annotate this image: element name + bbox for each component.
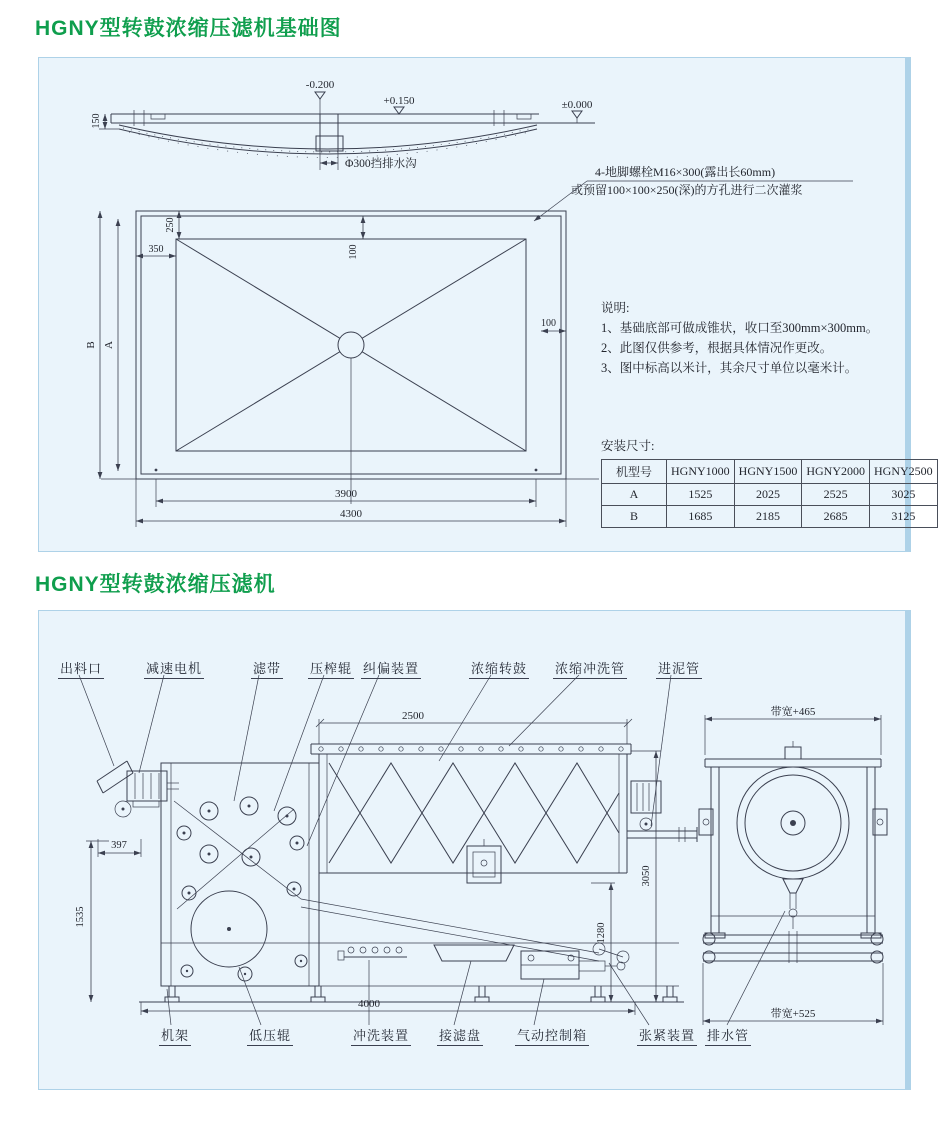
table-cell: 3025 <box>870 484 938 506</box>
dim-A: A <box>103 341 115 349</box>
section2-title: HGNY型转鼓浓缩压滤机 <box>35 573 276 596</box>
label-sludge-inlet-pipe: 进泥管 <box>656 658 702 679</box>
machine-side-view <box>75 710 697 1015</box>
note-3: 3、图中标高以米计，其余尺寸单位以毫米计。 <box>601 361 858 375</box>
table-cell: 2185 <box>734 506 802 528</box>
install-size-block <box>601 436 933 528</box>
note-2: 2、此图仅供参考，根据具体情况作更改。 <box>601 341 833 355</box>
label-tension-device: 张紧装置 <box>637 1025 697 1046</box>
install-size-table <box>601 459 938 528</box>
label-alignment-device: 纠偏装置 <box>361 658 421 679</box>
drain-label: Φ300挡排水沟 <box>345 158 417 170</box>
dim-4300: 4300 <box>340 508 362 520</box>
table-row-B <box>602 506 938 528</box>
dim-4000: 4000 <box>358 998 380 1010</box>
table-cell: B <box>602 506 667 528</box>
dim-B: B <box>85 341 97 349</box>
label-pneumatic-control-box: 气动控制箱 <box>515 1025 589 1046</box>
table-row-A <box>602 484 938 506</box>
machine-drawing <box>39 611 905 1089</box>
dim-3900: 3900 <box>335 488 357 500</box>
slab-thickness-dim: 150 <box>91 113 102 129</box>
table-header-cell: 机型号 <box>602 460 667 484</box>
elevation-mid-label: +0.150 <box>383 95 415 107</box>
dim-100-top: 100 <box>348 244 359 260</box>
label-press-roller: 压榨辊 <box>308 658 354 679</box>
label-filter-belt: 滤带 <box>251 658 283 679</box>
label-gear-motor: 减速电机 <box>144 658 204 679</box>
press-rollers <box>177 797 307 981</box>
table-cell: 3125 <box>870 506 938 528</box>
foundation-plan-view <box>85 211 599 527</box>
dim-1280: 1280 <box>596 922 607 944</box>
note-1: 1、基础底部可做成锥状，收口至300mm×300mm。 <box>601 321 879 335</box>
table-cell: A <box>602 484 667 506</box>
bolt-note-line1: 4-地脚螺栓M16×300(露出长60mm) <box>595 165 776 179</box>
section1-title: HGNY型转鼓浓缩压滤机基础图 <box>35 17 342 40</box>
label-filtrate-tray: 接滤盘 <box>437 1025 483 1046</box>
dim-belt-width-top: 带宽+465 <box>770 706 816 718</box>
notes-title: 说明: <box>601 301 630 315</box>
foundation-diagram-panel <box>38 57 933 552</box>
label-thickening-drum: 浓缩转鼓 <box>469 658 529 679</box>
dim-350: 350 <box>148 244 164 255</box>
notes-block <box>601 298 901 378</box>
anchor-bolt-note <box>534 164 853 221</box>
dim-397: 397 <box>111 840 127 851</box>
label-wash-device: 冲洗装置 <box>351 1025 411 1046</box>
table-cell: 1525 <box>667 484 735 506</box>
elevation-zero-label: ±0.000 <box>561 99 593 111</box>
dim-3050: 3050 <box>641 865 652 887</box>
machine-drawing-panel <box>38 610 911 1090</box>
dim-100-right: 100 <box>541 318 556 329</box>
table-header-cell: HGNY1500 <box>734 460 802 484</box>
drum-rail-bolts <box>319 747 623 751</box>
table-cell: 2525 <box>802 484 870 506</box>
machine-end-view <box>699 704 887 1025</box>
install-size-title: 安装尺寸: <box>601 439 655 453</box>
bolt-note-line2: 或预留100×100×250(深)的方孔进行二次灌浆 <box>571 183 803 197</box>
label-discharge-outlet: 出料口 <box>58 658 104 679</box>
foundation-cross-section <box>91 79 595 170</box>
leader-lines <box>79 675 785 1025</box>
label-drain-pipe: 排水管 <box>705 1025 751 1046</box>
elevation-top-label: -0.200 <box>305 79 335 91</box>
dim-1535: 1535 <box>75 906 86 928</box>
table-cell: 2685 <box>802 506 870 528</box>
frame-legs <box>165 986 677 1002</box>
dim-2500: 2500 <box>402 710 424 722</box>
dim-belt-width-bottom: 带宽+525 <box>770 1008 816 1020</box>
table-header-cell: HGNY2500 <box>870 460 938 484</box>
label-low-pressure-roller: 低压辊 <box>247 1025 293 1046</box>
table-cell: 1685 <box>667 506 735 528</box>
table-cell: 2025 <box>734 484 802 506</box>
table-header-cell: HGNY1000 <box>667 460 735 484</box>
table-header-row <box>602 460 938 484</box>
dim-250: 250 <box>165 217 176 233</box>
label-drum-wash-pipe: 浓缩冲洗管 <box>553 658 627 679</box>
label-frame: 机架 <box>159 1025 191 1046</box>
table-header-cell: HGNY2000 <box>802 460 870 484</box>
